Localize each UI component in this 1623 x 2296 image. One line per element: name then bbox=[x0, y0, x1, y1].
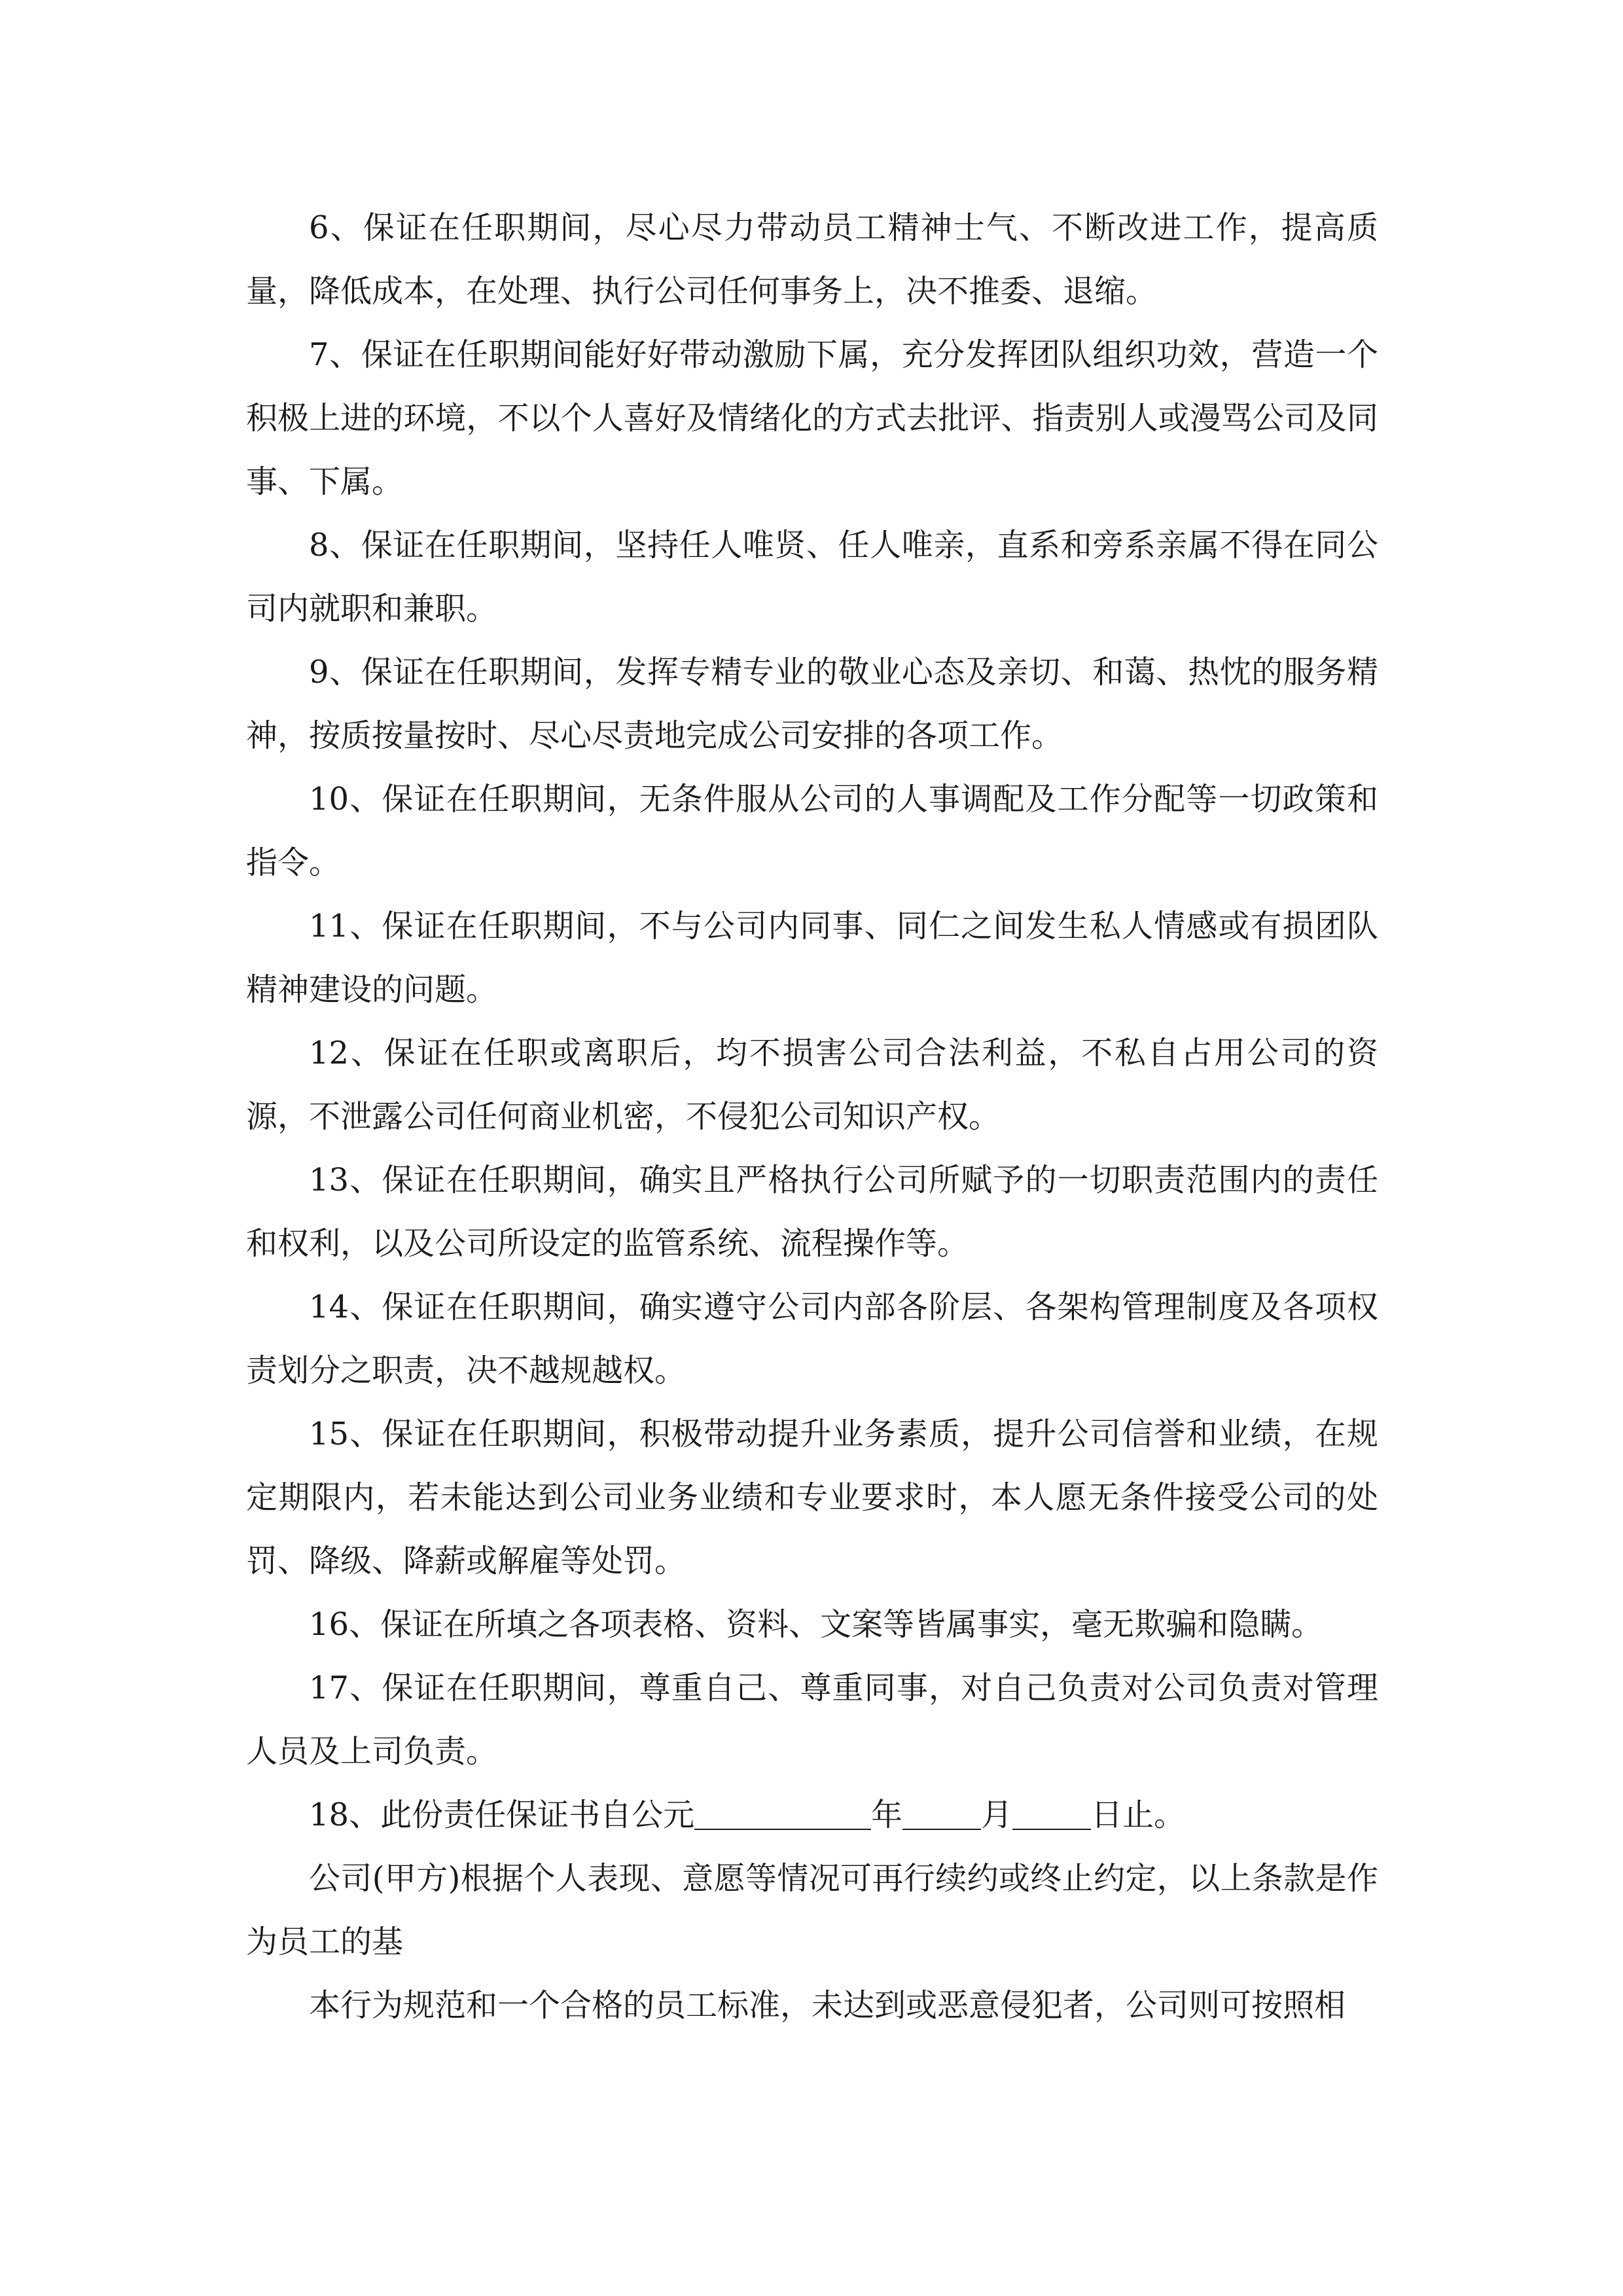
clause-14: 14、保证在任职期间，确实遵守公司内部各阶层、各架构管理制度及各项权责划分之职责，决不越规越权。 bbox=[246, 1289, 1378, 1389]
month-blank-field[interactable] bbox=[902, 1797, 981, 1830]
day-blank-field[interactable] bbox=[1012, 1797, 1091, 1830]
clause-6: 6、保证在任职期间，尽心尽力带动员工精神士气、不断改进工作，提高质量，降低成本，在处理、执行公司任何事务上，决不推委、退缩。 bbox=[246, 209, 1378, 310]
clause-8: 8、保证在任职期间，坚持任人唯贤、任人唯亲，直系和旁系亲属不得在同公司内就职和兼职。 bbox=[246, 527, 1378, 627]
day-suffix: 日止。 bbox=[1091, 1797, 1186, 1833]
clause-16: 16、保证在所填之各项表格、资料、文案等皆属事实，毫无欺骗和隐瞒。 bbox=[309, 1606, 1323, 1643]
year-label: 年 bbox=[871, 1797, 903, 1833]
clause-7: 7、保证在任职期间能好好带动激励下属，充分发挥团队组织功效，营造一个积极上进的环境，不以个人喜好及情绪化的方式去批评、指责别人或漫骂公司及同事、下属。 bbox=[246, 336, 1378, 500]
clause-18-prefix: 18、此份责任保证书自公元 bbox=[309, 1797, 695, 1833]
clause-10: 10、保证在任职期间，无条件服从公司的人事调配及工作分配等一切政策和指令。 bbox=[246, 781, 1378, 881]
clause-18 bbox=[246, 1784, 1378, 1847]
clause-17: 17、保证在任职期间，尊重自己、尊重同事，对自己负责对公司负责对管理人员及上司负责。 bbox=[246, 1670, 1378, 1770]
month-label: 月 bbox=[981, 1797, 1013, 1833]
closing-paragraph-1: 公司(甲方)根据个人表现、意愿等情况可再行续约或终止约定，以上条款是作为员工的基 bbox=[246, 1860, 1378, 1960]
document-body bbox=[246, 196, 1378, 2037]
clause-15: 15、保证在任职期间，积极带动提升业务素质，提升公司信誉和业绩，在规定期限内，若未能达到公司业务业绩和专业要求时，本人愿无条件接受公司的处罚、降级、降薪或解雇等处罚。 bbox=[246, 1416, 1378, 1579]
clause-13: 13、保证在任职期间，确实且严格执行公司所赋予的一切职责范围内的责任和权利，以及公司所设定的监管系统、流程操作等。 bbox=[246, 1162, 1378, 1262]
year-blank-field[interactable] bbox=[694, 1797, 871, 1830]
clause-12: 12、保证在任职或离职后，均不损害公司合法利益，不私自占用公司的资源，不泄露公司任何商业机密，不侵犯公司知识产权。 bbox=[246, 1035, 1378, 1135]
clause-11: 11、保证在任职期间，不与公司内同事、同仁之间发生私人情感或有损团队精神建设的问题。 bbox=[246, 908, 1378, 1008]
closing-paragraph-2: 本行为规范和一个合格的员工标准，未达到或恶意侵犯者，公司则可按照相 bbox=[309, 1987, 1346, 2024]
clause-9: 9、保证在任职期间，发挥专精专业的敬业心态及亲切、和蔼、热忱的服务精神，按质按量按时、尽心尽责地完成公司安排的各项工作。 bbox=[246, 654, 1378, 754]
